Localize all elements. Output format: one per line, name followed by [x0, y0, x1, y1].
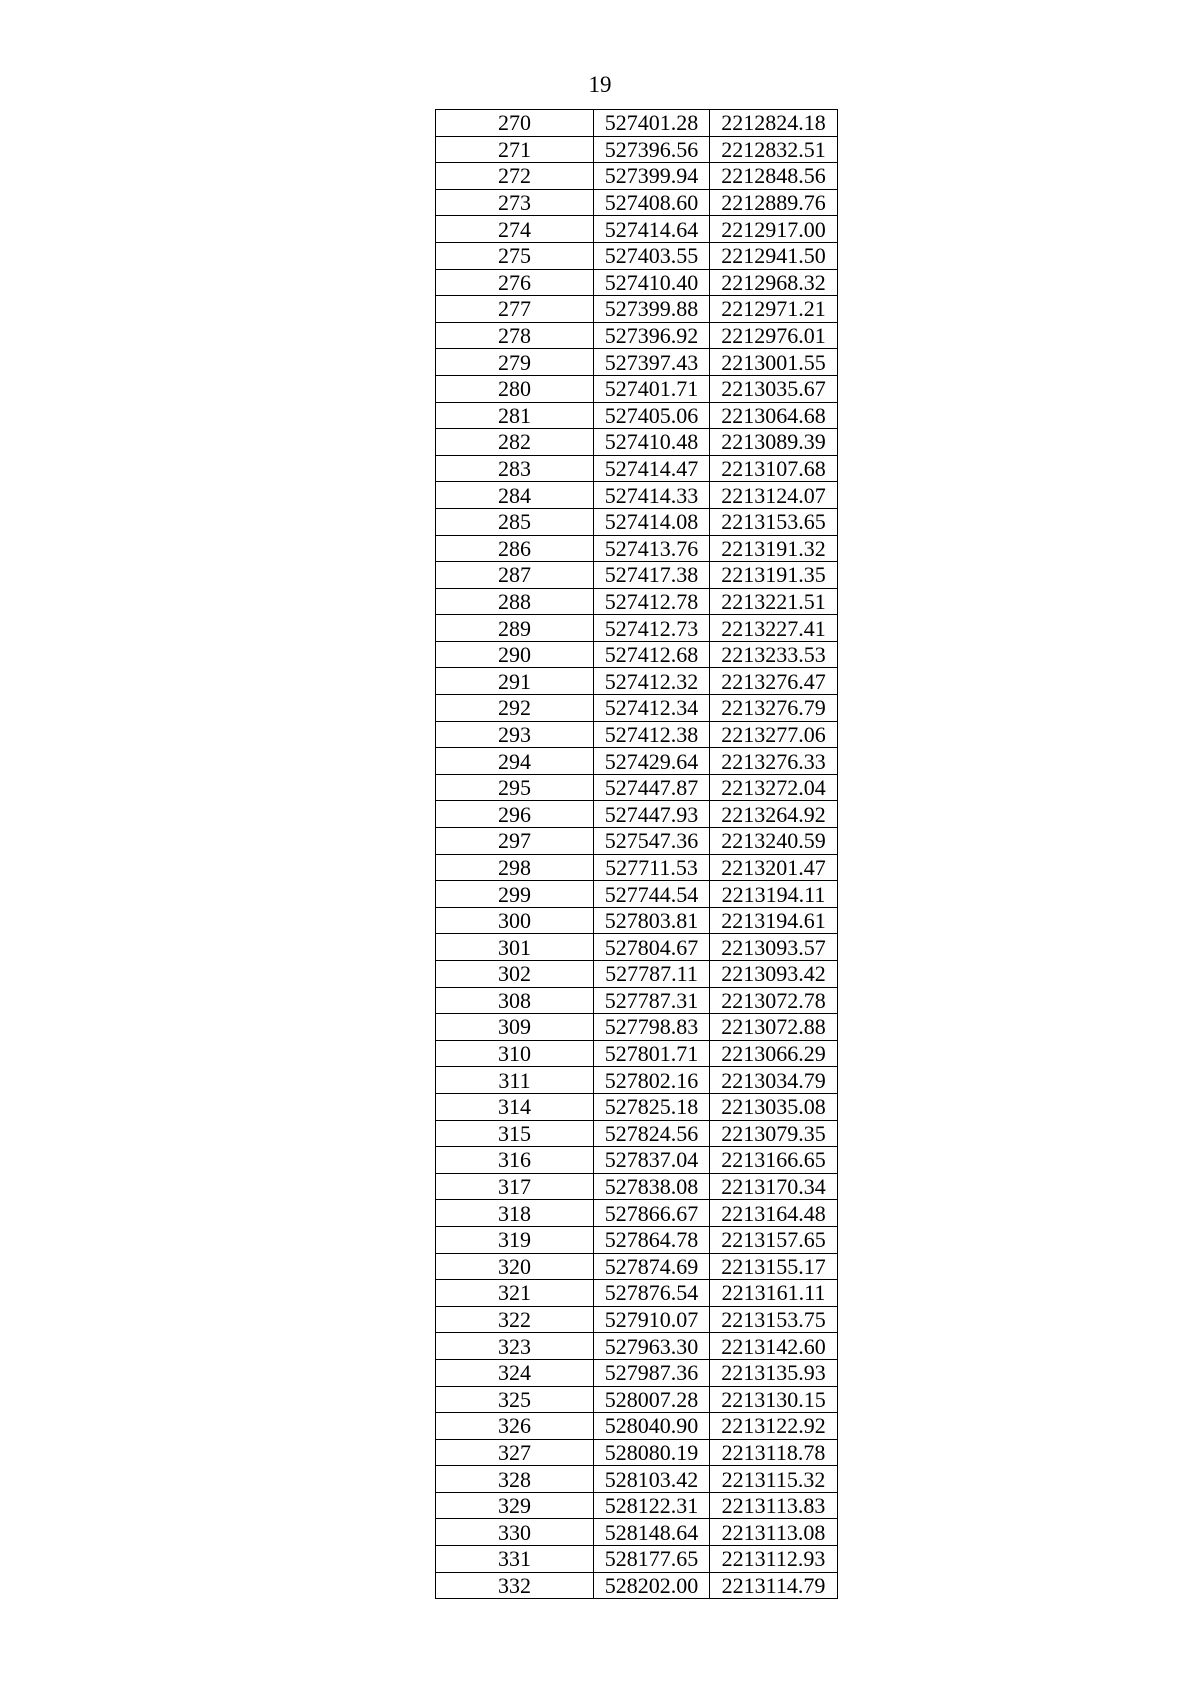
table-row	[436, 455, 838, 482]
point-number-cell: 286	[436, 535, 594, 562]
point-number-cell: 284	[436, 482, 594, 509]
y-coordinate-cell: 2213122.92	[710, 1413, 838, 1440]
x-coordinate-cell: 527399.94	[594, 163, 710, 190]
y-coordinate-cell: 2212971.21	[710, 296, 838, 323]
y-coordinate-cell: 2213201.47	[710, 854, 838, 881]
table-row	[436, 163, 838, 190]
x-coordinate-cell: 527417.38	[594, 562, 710, 589]
point-number-cell: 311	[436, 1067, 594, 1094]
y-coordinate-cell: 2213276.79	[710, 695, 838, 722]
point-number-cell: 300	[436, 907, 594, 934]
point-number-cell: 301	[436, 934, 594, 961]
table-row	[436, 1253, 838, 1280]
table-row	[436, 296, 838, 323]
table-row	[436, 641, 838, 668]
x-coordinate-cell: 527838.08	[594, 1173, 710, 1200]
table-row	[436, 828, 838, 855]
x-coordinate-cell: 527410.48	[594, 429, 710, 456]
point-number-cell: 277	[436, 296, 594, 323]
y-coordinate-cell: 2213142.60	[710, 1333, 838, 1360]
y-coordinate-cell: 2213221.51	[710, 588, 838, 615]
point-number-cell: 281	[436, 402, 594, 429]
y-coordinate-cell: 2213191.35	[710, 562, 838, 589]
x-coordinate-cell: 527412.68	[594, 641, 710, 668]
x-coordinate-cell: 527824.56	[594, 1120, 710, 1147]
x-coordinate-cell: 527447.93	[594, 801, 710, 828]
x-coordinate-cell: 527837.04	[594, 1147, 710, 1174]
table-row	[436, 429, 838, 456]
point-number-cell: 318	[436, 1200, 594, 1227]
table-row	[436, 535, 838, 562]
point-number-cell: 323	[436, 1333, 594, 1360]
table-row	[436, 854, 838, 881]
x-coordinate-cell: 527429.64	[594, 748, 710, 775]
y-coordinate-cell: 2212889.76	[710, 189, 838, 216]
table-row	[436, 375, 838, 402]
y-coordinate-cell: 2213272.04	[710, 774, 838, 801]
table-row	[436, 1492, 838, 1519]
table-row	[436, 216, 838, 243]
y-coordinate-cell: 2213194.61	[710, 907, 838, 934]
table-row	[436, 1519, 838, 1546]
table-row	[436, 1014, 838, 1041]
x-coordinate-cell: 527414.08	[594, 508, 710, 535]
y-coordinate-cell: 2213066.29	[710, 1040, 838, 1067]
table-row	[436, 1040, 838, 1067]
point-number-cell: 276	[436, 269, 594, 296]
x-coordinate-cell: 527414.47	[594, 455, 710, 482]
y-coordinate-cell: 2213194.11	[710, 881, 838, 908]
x-coordinate-cell: 527864.78	[594, 1226, 710, 1253]
table-row	[436, 1306, 838, 1333]
point-number-cell: 327	[436, 1439, 594, 1466]
point-number-cell: 321	[436, 1280, 594, 1307]
point-number-cell: 282	[436, 429, 594, 456]
table-row	[436, 349, 838, 376]
coordinates-table	[435, 109, 838, 1599]
point-number-cell: 324	[436, 1359, 594, 1386]
table-row	[436, 1413, 838, 1440]
x-coordinate-cell: 527412.73	[594, 615, 710, 642]
point-number-cell: 293	[436, 721, 594, 748]
y-coordinate-cell: 2213034.79	[710, 1067, 838, 1094]
x-coordinate-cell: 527403.55	[594, 242, 710, 269]
table-row	[436, 322, 838, 349]
table-row	[436, 1280, 838, 1307]
table-row	[436, 1147, 838, 1174]
table-row	[436, 907, 838, 934]
table-row	[436, 748, 838, 775]
x-coordinate-cell: 527405.06	[594, 402, 710, 429]
x-coordinate-cell: 528080.19	[594, 1439, 710, 1466]
point-number-cell: 322	[436, 1306, 594, 1333]
y-coordinate-cell: 2213112.93	[710, 1546, 838, 1573]
x-coordinate-cell: 528040.90	[594, 1413, 710, 1440]
x-coordinate-cell: 527711.53	[594, 854, 710, 881]
table-row	[436, 508, 838, 535]
y-coordinate-cell: 2213264.92	[710, 801, 838, 828]
point-number-cell: 320	[436, 1253, 594, 1280]
y-coordinate-cell: 2213072.78	[710, 987, 838, 1014]
y-coordinate-cell: 2213115.32	[710, 1466, 838, 1493]
table-row	[436, 1333, 838, 1360]
y-coordinate-cell: 2213064.68	[710, 402, 838, 429]
x-coordinate-cell: 527874.69	[594, 1253, 710, 1280]
y-coordinate-cell: 2213079.35	[710, 1120, 838, 1147]
y-coordinate-cell: 2213093.42	[710, 961, 838, 988]
coordinates-table-body	[436, 110, 838, 1599]
table-row	[436, 721, 838, 748]
point-number-cell: 319	[436, 1226, 594, 1253]
point-number-cell: 290	[436, 641, 594, 668]
point-number-cell: 294	[436, 748, 594, 775]
point-number-cell: 283	[436, 455, 594, 482]
table-row	[436, 1120, 838, 1147]
y-coordinate-cell: 2213130.15	[710, 1386, 838, 1413]
y-coordinate-cell: 2213113.83	[710, 1492, 838, 1519]
table-row	[436, 1173, 838, 1200]
y-coordinate-cell: 2213233.53	[710, 641, 838, 668]
y-coordinate-cell: 2213157.65	[710, 1226, 838, 1253]
x-coordinate-cell: 527412.38	[594, 721, 710, 748]
point-number-cell: 326	[436, 1413, 594, 1440]
point-number-cell: 275	[436, 242, 594, 269]
y-coordinate-cell: 2213276.47	[710, 668, 838, 695]
y-coordinate-cell: 2213227.41	[710, 615, 838, 642]
x-coordinate-cell: 527744.54	[594, 881, 710, 908]
x-coordinate-cell: 528148.64	[594, 1519, 710, 1546]
point-number-cell: 287	[436, 562, 594, 589]
x-coordinate-cell: 527825.18	[594, 1093, 710, 1120]
table-row	[436, 1466, 838, 1493]
x-coordinate-cell: 527412.32	[594, 668, 710, 695]
table-row	[436, 402, 838, 429]
y-coordinate-cell: 2212824.18	[710, 110, 838, 137]
x-coordinate-cell: 527412.78	[594, 588, 710, 615]
x-coordinate-cell: 527802.16	[594, 1067, 710, 1094]
y-coordinate-cell: 2212941.50	[710, 242, 838, 269]
x-coordinate-cell: 527401.28	[594, 110, 710, 137]
table-row	[436, 987, 838, 1014]
point-number-cell: 295	[436, 774, 594, 801]
point-number-cell: 316	[436, 1147, 594, 1174]
table-row	[436, 562, 838, 589]
y-coordinate-cell: 2212917.00	[710, 216, 838, 243]
x-coordinate-cell: 527414.33	[594, 482, 710, 509]
y-coordinate-cell: 2213072.88	[710, 1014, 838, 1041]
point-number-cell: 330	[436, 1519, 594, 1546]
y-coordinate-cell: 2213164.48	[710, 1200, 838, 1227]
y-coordinate-cell: 2213135.93	[710, 1359, 838, 1386]
table-row	[436, 1546, 838, 1573]
table-row	[436, 934, 838, 961]
x-coordinate-cell: 527447.87	[594, 774, 710, 801]
point-number-cell: 270	[436, 110, 594, 137]
y-coordinate-cell: 2213089.39	[710, 429, 838, 456]
y-coordinate-cell: 2213276.33	[710, 748, 838, 775]
table-row	[436, 615, 838, 642]
y-coordinate-cell: 2212832.51	[710, 136, 838, 163]
x-coordinate-cell: 528103.42	[594, 1466, 710, 1493]
x-coordinate-cell: 527408.60	[594, 189, 710, 216]
point-number-cell: 298	[436, 854, 594, 881]
table-row	[436, 961, 838, 988]
table-row	[436, 110, 838, 137]
point-number-cell: 291	[436, 668, 594, 695]
x-coordinate-cell: 527866.67	[594, 1200, 710, 1227]
x-coordinate-cell: 527397.43	[594, 349, 710, 376]
point-number-cell: 279	[436, 349, 594, 376]
point-number-cell: 296	[436, 801, 594, 828]
point-number-cell: 310	[436, 1040, 594, 1067]
table-row	[436, 136, 838, 163]
x-coordinate-cell: 528007.28	[594, 1386, 710, 1413]
y-coordinate-cell: 2213035.67	[710, 375, 838, 402]
point-number-cell: 299	[436, 881, 594, 908]
point-number-cell: 309	[436, 1014, 594, 1041]
table-row	[436, 695, 838, 722]
table-row	[436, 668, 838, 695]
point-number-cell: 332	[436, 1572, 594, 1599]
point-number-cell: 317	[436, 1173, 594, 1200]
point-number-cell: 289	[436, 615, 594, 642]
point-number-cell: 272	[436, 163, 594, 190]
point-number-cell: 278	[436, 322, 594, 349]
point-number-cell: 274	[436, 216, 594, 243]
point-number-cell: 325	[436, 1386, 594, 1413]
y-coordinate-cell: 2213240.59	[710, 828, 838, 855]
point-number-cell: 302	[436, 961, 594, 988]
table-row	[436, 269, 838, 296]
x-coordinate-cell: 527412.34	[594, 695, 710, 722]
point-number-cell: 288	[436, 588, 594, 615]
y-coordinate-cell: 2213001.55	[710, 349, 838, 376]
y-coordinate-cell: 2213113.08	[710, 1519, 838, 1546]
y-coordinate-cell: 2213166.65	[710, 1147, 838, 1174]
y-coordinate-cell: 2213155.17	[710, 1253, 838, 1280]
point-number-cell: 271	[436, 136, 594, 163]
y-coordinate-cell: 2213124.07	[710, 482, 838, 509]
y-coordinate-cell: 2213093.57	[710, 934, 838, 961]
x-coordinate-cell: 527910.07	[594, 1306, 710, 1333]
point-number-cell: 315	[436, 1120, 594, 1147]
x-coordinate-cell: 527410.40	[594, 269, 710, 296]
point-number-cell: 328	[436, 1466, 594, 1493]
table-row	[436, 242, 838, 269]
x-coordinate-cell: 527547.36	[594, 828, 710, 855]
x-coordinate-cell: 527963.30	[594, 1333, 710, 1360]
point-number-cell: 308	[436, 987, 594, 1014]
x-coordinate-cell: 527396.92	[594, 322, 710, 349]
table-row	[436, 482, 838, 509]
y-coordinate-cell: 2213191.32	[710, 535, 838, 562]
x-coordinate-cell: 527787.31	[594, 987, 710, 1014]
x-coordinate-cell: 527414.64	[594, 216, 710, 243]
x-coordinate-cell: 527413.76	[594, 535, 710, 562]
table-row	[436, 1093, 838, 1120]
y-coordinate-cell: 2213114.79	[710, 1572, 838, 1599]
point-number-cell: 280	[436, 375, 594, 402]
x-coordinate-cell: 527787.11	[594, 961, 710, 988]
table-row	[436, 1200, 838, 1227]
y-coordinate-cell: 2213277.06	[710, 721, 838, 748]
x-coordinate-cell: 528122.31	[594, 1492, 710, 1519]
table-row	[436, 1386, 838, 1413]
table-row	[436, 1572, 838, 1599]
table-row	[436, 1226, 838, 1253]
point-number-cell: 292	[436, 695, 594, 722]
table-row	[436, 801, 838, 828]
y-coordinate-cell: 2212968.32	[710, 269, 838, 296]
table-row	[436, 1439, 838, 1466]
y-coordinate-cell: 2213161.11	[710, 1280, 838, 1307]
point-number-cell: 273	[436, 189, 594, 216]
point-number-cell: 331	[436, 1546, 594, 1573]
x-coordinate-cell: 528202.00	[594, 1572, 710, 1599]
point-number-cell: 297	[436, 828, 594, 855]
y-coordinate-cell: 2213153.65	[710, 508, 838, 535]
table-row	[436, 774, 838, 801]
x-coordinate-cell: 527876.54	[594, 1280, 710, 1307]
table-row	[436, 1359, 838, 1386]
table-row	[436, 1067, 838, 1094]
y-coordinate-cell: 2213107.68	[710, 455, 838, 482]
y-coordinate-cell: 2213153.75	[710, 1306, 838, 1333]
page-number: 19	[588, 72, 612, 97]
x-coordinate-cell: 527803.81	[594, 907, 710, 934]
x-coordinate-cell: 527396.56	[594, 136, 710, 163]
x-coordinate-cell: 527801.71	[594, 1040, 710, 1067]
table-row	[436, 189, 838, 216]
y-coordinate-cell: 2212976.01	[710, 322, 838, 349]
point-number-cell: 314	[436, 1093, 594, 1120]
point-number-cell: 329	[436, 1492, 594, 1519]
x-coordinate-cell: 527798.83	[594, 1014, 710, 1041]
y-coordinate-cell: 2213118.78	[710, 1439, 838, 1466]
y-coordinate-cell: 2213170.34	[710, 1173, 838, 1200]
y-coordinate-cell: 2212848.56	[710, 163, 838, 190]
x-coordinate-cell: 528177.65	[594, 1546, 710, 1573]
table-row	[436, 881, 838, 908]
x-coordinate-cell: 527399.88	[594, 296, 710, 323]
y-coordinate-cell: 2213035.08	[710, 1093, 838, 1120]
point-number-cell: 285	[436, 508, 594, 535]
x-coordinate-cell: 527987.36	[594, 1359, 710, 1386]
table-row	[436, 588, 838, 615]
x-coordinate-cell: 527401.71	[594, 375, 710, 402]
x-coordinate-cell: 527804.67	[594, 934, 710, 961]
